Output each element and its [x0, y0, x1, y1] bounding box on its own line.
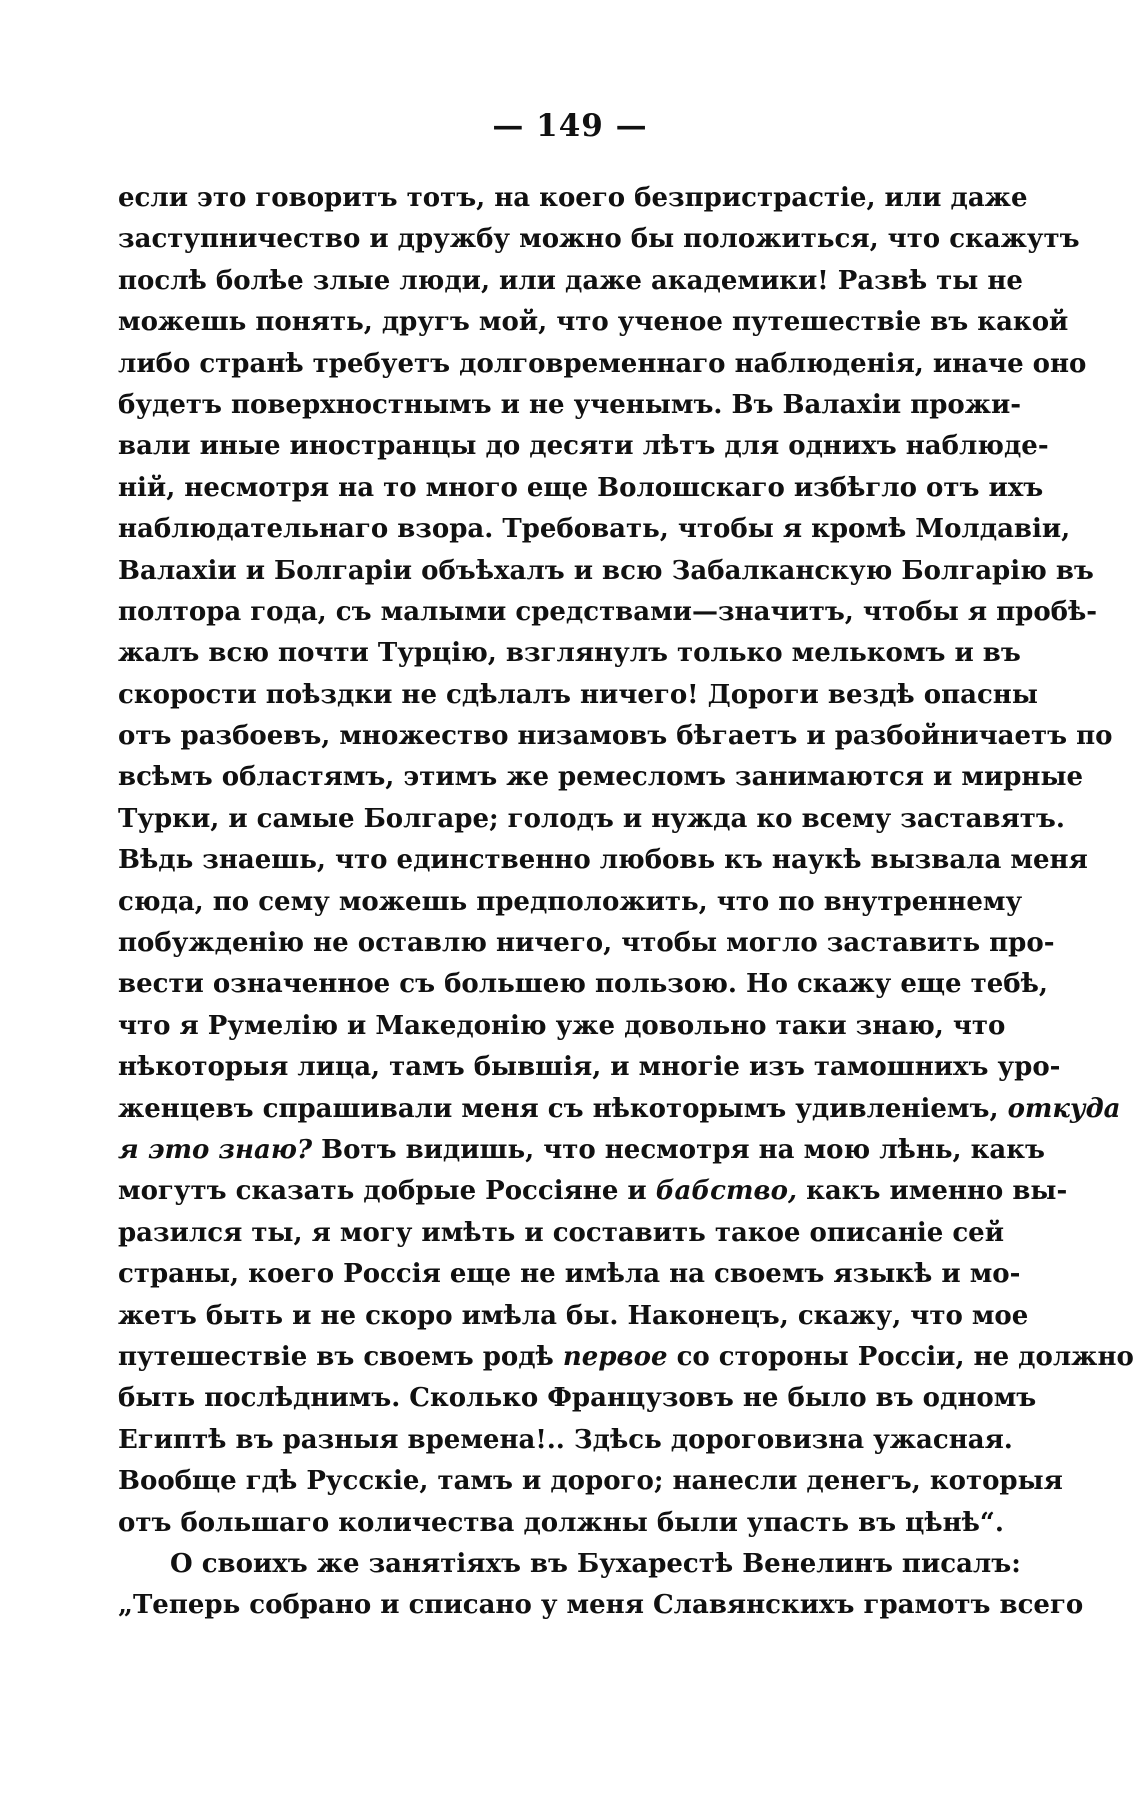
text-line: отъ разбоевъ, множество низамовъ бѣгаетъ и разбойничаетъ по: [118, 721, 1113, 752]
text-line: жалъ всю почти Турцію, взглянулъ только мелькомъ и въ: [118, 638, 1021, 669]
text-line: всѣмъ областямъ, этимъ же ремесломъ занимаются и мирные: [118, 762, 1084, 793]
italic-run: я это знаю?: [118, 1134, 313, 1165]
text-run: со стороны Россіи, не должно: [676, 1341, 1134, 1372]
text-line: нѣкоторыя лица, тамъ бывшія, и многіе изъ тамошнихъ уро-: [118, 1052, 1061, 1083]
text-line: разился ты, я могу имѣть и составить такое описаніе сей: [118, 1217, 1004, 1248]
italic-run: первое: [562, 1341, 668, 1372]
text-line: можешь понять, другъ мой, что ученое путешествіе въ какой: [118, 307, 1069, 338]
text-run: Вотъ видишь, что несмотря на мою лѣнь, какъ: [321, 1134, 1045, 1165]
text-line: вали иные иностранцы до десяти лѣтъ для однихъ наблюде-: [118, 431, 1049, 462]
text-line-with-italic: [118, 1171, 1068, 1212]
text-line: будетъ поверхностнымъ и не ученымъ. Въ Валахіи прожи-: [118, 389, 1022, 420]
text-line: наблюдательнаго взора. Требовать, чтобы я кромѣ Молдавіи,: [118, 514, 1071, 545]
text-line: жетъ быть и не скоро имѣла бы. Наконецъ, скажу, что мое: [118, 1300, 1029, 1331]
text-line-with-italic: [118, 1130, 1045, 1171]
text-run: путешествіе въ своемъ родѣ: [118, 1341, 554, 1372]
text-line: „Теперь собрано и списано у меня Славянскихъ грамотъ всего: [118, 1590, 1084, 1621]
paragraph-start-line: О своихъ же занятіяхъ въ Бухарестѣ Венелинъ писалъ:: [170, 1548, 1021, 1579]
text-line: Вообще гдѣ Русскіе, тамъ и дорого; нанесли денегъ, которыя: [118, 1466, 1063, 1497]
page-number: — 149 —: [492, 108, 648, 144]
text-line-with-italic: [118, 1337, 1134, 1378]
italic-run: откуда: [1007, 1093, 1121, 1124]
text-line: отъ большаго количества должны были упасть въ цѣнѣ“.: [118, 1507, 1004, 1538]
text-line: сюда, по сему можешь предположить, что по внутреннему: [118, 886, 1023, 917]
text-line: Вѣдь знаешь, что единственно любовь къ наукѣ вызвала меня: [118, 845, 1088, 876]
text-line: вести означенное съ большею пользою. Но скажу еще тебѣ,: [118, 969, 1048, 1000]
text-line: либо странѣ требуетъ долговременнаго наблюденія, иначе оно: [118, 348, 1087, 379]
text-run: могутъ сказать добрые Россіяне и: [118, 1176, 647, 1207]
text-line: заступничество и дружбу можно бы положиться, что скажутъ: [118, 224, 1080, 255]
text-line: Турки, и самые Болгаре; голодъ и нужда ко всему заставятъ.: [118, 803, 1065, 834]
text-run: какъ именно вы-: [806, 1176, 1068, 1207]
text-line: ній, несмотря на то много еще Волошскаго избѣгло отъ ихъ: [118, 472, 1044, 503]
italic-run: бабство,: [655, 1176, 797, 1207]
text-line: скорости поѣздки не сдѣлалъ ничего! Дороги вездѣ опасны: [118, 679, 1038, 710]
text-line: быть послѣднимъ. Сколько Французовъ не было въ одномъ: [118, 1383, 1037, 1414]
text-line: что я Румелію и Македонію уже довольно таки знаю, что: [118, 1010, 1006, 1041]
text-line: послѣ болѣе злые люди, или даже академики! Развѣ ты не: [118, 265, 1023, 296]
text-line: если это говоритъ тотъ, на коего безпристрастіе, или даже: [118, 183, 1028, 213]
text-line: побужденію не оставлю ничего, чтобы могло заставить про-: [118, 928, 1055, 959]
text-line: Египтѣ въ разныя времена!.. Здѣсь дороговизна ужасная.: [118, 1424, 1013, 1455]
text-run: женцевъ спрашивали меня съ нѣкоторымъ удивленіемъ,: [118, 1093, 999, 1124]
text-line: страны, коего Россія еще не имѣла на своемъ языкѣ и мо-: [118, 1259, 1021, 1290]
text-line: полтора года, съ малыми средствами—значитъ, чтобы я пробѣ-: [118, 596, 1098, 627]
body-text: [118, 178, 1134, 1627]
text-line-with-italic: [118, 1089, 1121, 1130]
text-line: Валахіи и Болгаріи объѣхалъ и всю Забалканскую Болгарію въ: [118, 555, 1094, 586]
